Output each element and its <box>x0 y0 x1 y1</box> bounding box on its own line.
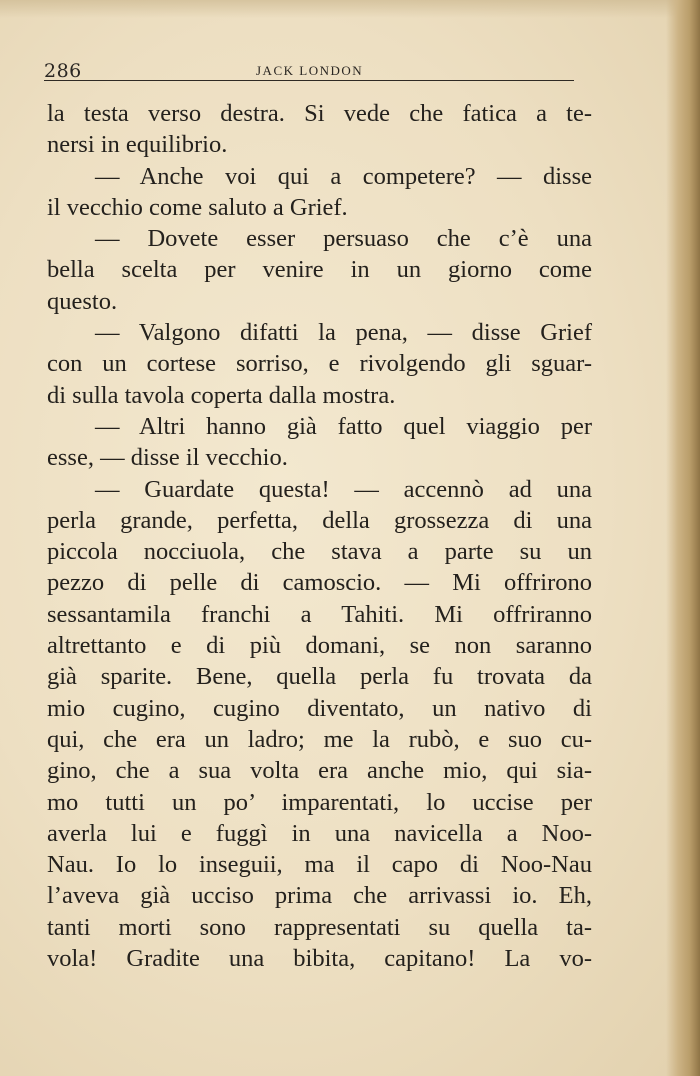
text-line: — Altri hanno già fatto quel viaggio per <box>95 412 592 440</box>
text-line: tanti morti sono rappresentati su quella ta- <box>47 913 592 941</box>
text-line: altrettanto e di più domani, se non saranno <box>47 632 592 660</box>
text-line: la testa verso destra. Si vede che fatica a te- <box>47 100 592 127</box>
text-line: con un cortese sorriso, e rivolgendo gli sguar- <box>47 350 592 378</box>
text-line: il vecchio come saluto a Grief. <box>47 193 348 221</box>
running-head: JACK LONDON <box>256 63 364 78</box>
text-line: pezzo di pelle di camoscio. — Mi offrirono <box>47 569 592 597</box>
text-line: mo tutti un po’ imparentati, lo uccise per <box>47 788 592 816</box>
text-line: bella scelta per venire in un giorno come <box>47 256 592 284</box>
page-header <box>44 58 572 82</box>
text-line: vola! Gradite una bibita, capitano! La vo- <box>47 945 592 973</box>
body-text <box>47 98 592 974</box>
page-binding-edge <box>666 0 700 1076</box>
text-line: piccola nocciuola, che stava a parte su un <box>47 538 592 566</box>
text-line: l’aveva già ucciso prima che arrivassi io. Eh, <box>47 882 592 910</box>
text-line: sessantamila franchi a Tahiti. Mi offriranno <box>47 600 592 628</box>
text-line: nersi in equilibrio. <box>47 131 228 159</box>
text-line: — Guardate questa! — accennò ad una <box>95 475 592 503</box>
text-line: averla lui e fuggì in una navicella a Noo- <box>47 819 592 847</box>
text-line: — Dovete esser persuaso che c’è una <box>95 225 592 253</box>
text-line: gino, che a sua volta era anche mio, qui sia- <box>47 757 592 785</box>
text-line: questo. <box>47 287 118 315</box>
text-line: — Valgono difatti la pena, — disse Grief <box>95 319 592 347</box>
text-line: — Anche voi qui a competere? — disse <box>95 162 592 190</box>
text-line: esse, — disse il vecchio. <box>47 444 288 472</box>
text-line: mio cugino, cugino diventato, un nativo di <box>47 694 592 722</box>
header-rule <box>44 80 574 81</box>
text-line: qui, che era un ladro; me la rubò, e suo cu- <box>47 725 592 753</box>
page-top-shadow <box>0 0 700 18</box>
text-line: già sparite. Bene, quella perla fu trovata da <box>47 663 592 691</box>
text-line: di sulla tavola coperta dalla mostra. <box>47 381 396 409</box>
page-number: 286 <box>44 60 82 82</box>
text-line: perla grande, perfetta, della grossezza di una <box>47 506 592 534</box>
text-line: Nau. Io lo inseguii, ma il capo di Noo-Nau <box>47 851 592 879</box>
